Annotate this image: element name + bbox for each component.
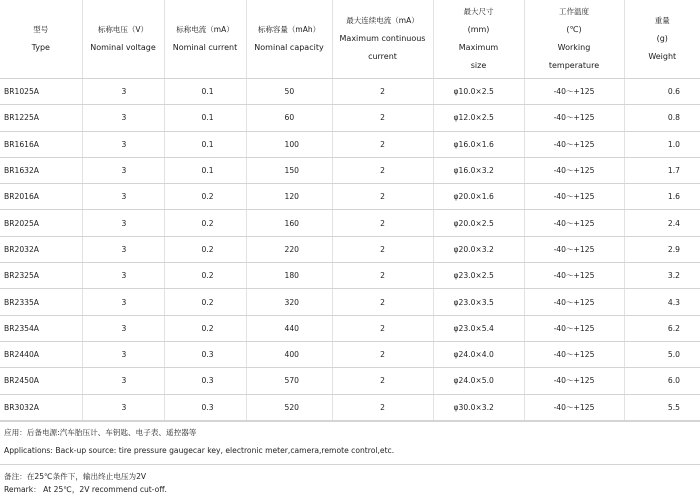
- cell-max-current: 2: [332, 79, 433, 105]
- cell-capacity: 160: [246, 210, 332, 236]
- cell-current: 0.3: [164, 394, 246, 420]
- table-row: [0, 341, 700, 367]
- header-weight-zh: 重量: [654, 16, 670, 25]
- cell-current: 0.3: [164, 341, 246, 367]
- header-nominal-current: [164, 0, 246, 79]
- cell-type: BR2016A: [0, 184, 82, 210]
- cell-max-current: 2: [332, 315, 433, 341]
- header-nominal-voltage-zh: 标称电压（V）: [97, 25, 149, 34]
- cell-max-current: 2: [332, 105, 433, 131]
- header-working-temperature-en-1: Working: [557, 43, 591, 52]
- cell-capacity: 320: [246, 289, 332, 315]
- cell-weight: 5.5: [624, 394, 700, 420]
- table-body: [0, 79, 700, 421]
- cell-max-current: 2: [332, 394, 433, 420]
- header-nominal-current-en: Nominal current: [172, 43, 238, 52]
- cell-size: φ24.0×5.0: [433, 368, 524, 394]
- header-working-temperature-en-2: temperature: [548, 61, 600, 70]
- cell-size: φ23.0×3.5: [433, 289, 524, 315]
- cell-capacity: 220: [246, 236, 332, 262]
- cell-current: 0.2: [164, 236, 246, 262]
- table-row: [0, 315, 700, 341]
- cell-size: φ24.0×4.0: [433, 341, 524, 367]
- cell-current: 0.2: [164, 263, 246, 289]
- cell-type: BR1632A: [0, 157, 82, 183]
- cell-capacity: 120: [246, 184, 332, 210]
- header-max-continuous-current-en-1: Maximum continuous: [339, 34, 426, 43]
- cell-capacity: 570: [246, 368, 332, 394]
- cell-capacity: 60: [246, 105, 332, 131]
- header-max-continuous-current-en-2: current: [368, 52, 397, 61]
- header-max-continuous-current-zh: 最大连续电流（mA）: [346, 16, 419, 25]
- cell-size: φ16.0×3.2: [433, 157, 524, 183]
- cell-max-current: 2: [332, 131, 433, 157]
- cell-temperature: -40～+125: [524, 341, 624, 367]
- table-row: [0, 289, 700, 315]
- cell-temperature: -40～+125: [524, 315, 624, 341]
- cell-temperature: -40～+125: [524, 236, 624, 262]
- cell-weight: 0.6: [624, 79, 700, 105]
- remark-note-zh: 备注：在25℃条件下，输出终止电压为2V: [4, 472, 147, 481]
- cell-type: BR1025A: [0, 79, 82, 105]
- cell-type: BR2335A: [0, 289, 82, 315]
- header-weight-en: Weight: [648, 52, 677, 61]
- cell-max-current: 2: [332, 368, 433, 394]
- header-working-temperature-zh: 工作温度: [559, 7, 589, 16]
- table-header: [0, 0, 700, 79]
- table-row: [0, 105, 700, 131]
- cell-size: φ20.0×1.6: [433, 184, 524, 210]
- table-row: [0, 157, 700, 183]
- cell-capacity: 400: [246, 341, 332, 367]
- header-max-size-en-2: size: [470, 61, 487, 70]
- cell-size: φ16.0×1.6: [433, 131, 524, 157]
- cell-temperature: -40～+125: [524, 210, 624, 236]
- cell-capacity: 50: [246, 79, 332, 105]
- cell-size: φ12.0×2.5: [433, 105, 524, 131]
- applications-note-zh: 应用：后备电源:汽车胎压计、车钥匙、电子表、遥控器等: [4, 428, 197, 437]
- cell-current: 0.2: [164, 315, 246, 341]
- applications-note-en: Applications: Back-up source: tire pressure gaugecar key, electronic meter,camera,remote control,etc.: [4, 446, 395, 455]
- table-row: [0, 394, 700, 420]
- cell-capacity: 100: [246, 131, 332, 157]
- cell-type: BR2354A: [0, 315, 82, 341]
- cell-voltage: 3: [82, 236, 164, 262]
- header-type-en: Type: [31, 43, 50, 52]
- header-working-temperature-unit: (℃): [566, 25, 582, 34]
- table-row: [0, 368, 700, 394]
- cell-capacity: 150: [246, 157, 332, 183]
- cell-max-current: 2: [332, 236, 433, 262]
- cell-current: 0.1: [164, 157, 246, 183]
- cell-size: φ10.0×2.5: [433, 79, 524, 105]
- cell-type: BR1225A: [0, 105, 82, 131]
- cell-max-current: 2: [332, 341, 433, 367]
- header-nominal-capacity-en: Nominal capacity: [254, 43, 324, 52]
- cell-weight: 5.0: [624, 341, 700, 367]
- cell-type: BR2032A: [0, 236, 82, 262]
- header-nominal-capacity-zh: 标称容量（mAh）: [257, 25, 321, 34]
- header-weight: [624, 0, 700, 79]
- cell-current: 0.1: [164, 131, 246, 157]
- cell-max-current: 2: [332, 157, 433, 183]
- divider: [0, 464, 700, 465]
- cell-max-current: 2: [332, 289, 433, 315]
- divider: [0, 421, 700, 422]
- header-max-size-en-1: Maximum: [458, 43, 499, 52]
- cell-voltage: 3: [82, 341, 164, 367]
- cell-current: 0.2: [164, 210, 246, 236]
- header-max-continuous-current: [332, 0, 433, 79]
- cell-current: 0.1: [164, 105, 246, 131]
- cell-voltage: 3: [82, 105, 164, 131]
- cell-weight: 2.4: [624, 210, 700, 236]
- cell-voltage: 3: [82, 79, 164, 105]
- cell-temperature: -40～+125: [524, 394, 624, 420]
- cell-size: φ30.0×3.2: [433, 394, 524, 420]
- cell-type: BR2325A: [0, 263, 82, 289]
- cell-voltage: 3: [82, 131, 164, 157]
- cell-current: 0.3: [164, 368, 246, 394]
- table-row: [0, 210, 700, 236]
- cell-voltage: 3: [82, 210, 164, 236]
- cell-voltage: 3: [82, 157, 164, 183]
- cell-size: φ20.0×2.5: [433, 210, 524, 236]
- cell-max-current: 2: [332, 263, 433, 289]
- cell-weight: 3.2: [624, 263, 700, 289]
- header-nominal-current-zh: 标称电流（mA）: [176, 25, 234, 34]
- table-row: [0, 79, 700, 105]
- header-max-size: [433, 0, 524, 79]
- table-row: [0, 184, 700, 210]
- cell-temperature: -40～+125: [524, 79, 624, 105]
- cell-voltage: 3: [82, 289, 164, 315]
- header-max-size-zh: 最大尺寸: [463, 7, 494, 16]
- cell-size: φ23.0×2.5: [433, 263, 524, 289]
- cell-temperature: -40～+125: [524, 157, 624, 183]
- cell-type: BR2025A: [0, 210, 82, 236]
- cell-type: BR3032A: [0, 394, 82, 420]
- cell-weight: 2.9: [624, 236, 700, 262]
- cell-temperature: -40～+125: [524, 289, 624, 315]
- table-row: [0, 131, 700, 157]
- cell-temperature: -40～+125: [524, 184, 624, 210]
- cell-size: φ23.0×5.4: [433, 315, 524, 341]
- remark-note-en: Remark： At 25℃，2V recommend cut-off.: [4, 485, 167, 494]
- cell-weight: 1.6: [624, 184, 700, 210]
- cell-temperature: -40～+125: [524, 263, 624, 289]
- cell-type: BR2440A: [0, 341, 82, 367]
- cell-voltage: 3: [82, 184, 164, 210]
- cell-capacity: 180: [246, 263, 332, 289]
- cell-weight: 1.0: [624, 131, 700, 157]
- cell-capacity: 440: [246, 315, 332, 341]
- cell-size: φ20.0×3.2: [433, 236, 524, 262]
- cell-temperature: -40～+125: [524, 368, 624, 394]
- header-weight-unit: (g): [656, 34, 668, 43]
- cell-weight: 6.2: [624, 315, 700, 341]
- header-max-size-unit: (mm): [467, 25, 490, 34]
- header-working-temperature: [524, 0, 624, 79]
- header-nominal-voltage: [82, 0, 164, 79]
- cell-current: 0.2: [164, 289, 246, 315]
- header-type: [0, 0, 82, 79]
- table-row: [0, 236, 700, 262]
- header-type-zh: 型号: [33, 25, 49, 34]
- cell-max-current: 2: [332, 210, 433, 236]
- cell-type: BR2450A: [0, 368, 82, 394]
- cell-temperature: -40～+125: [524, 131, 624, 157]
- table-row: [0, 263, 700, 289]
- cell-type: BR1616A: [0, 131, 82, 157]
- cell-temperature: -40～+125: [524, 105, 624, 131]
- cell-weight: 6.0: [624, 368, 700, 394]
- cell-weight: 1.7: [624, 157, 700, 183]
- cell-voltage: 3: [82, 394, 164, 420]
- cell-weight: 4.3: [624, 289, 700, 315]
- cell-voltage: 3: [82, 368, 164, 394]
- header-nominal-capacity: [246, 0, 332, 79]
- cell-capacity: 520: [246, 394, 332, 420]
- cell-max-current: 2: [332, 184, 433, 210]
- cell-voltage: 3: [82, 263, 164, 289]
- cell-current: 0.1: [164, 79, 246, 105]
- cell-voltage: 3: [82, 315, 164, 341]
- cell-weight: 0.8: [624, 105, 700, 131]
- cell-current: 0.2: [164, 184, 246, 210]
- header-nominal-voltage-en: Nominal voltage: [90, 43, 156, 52]
